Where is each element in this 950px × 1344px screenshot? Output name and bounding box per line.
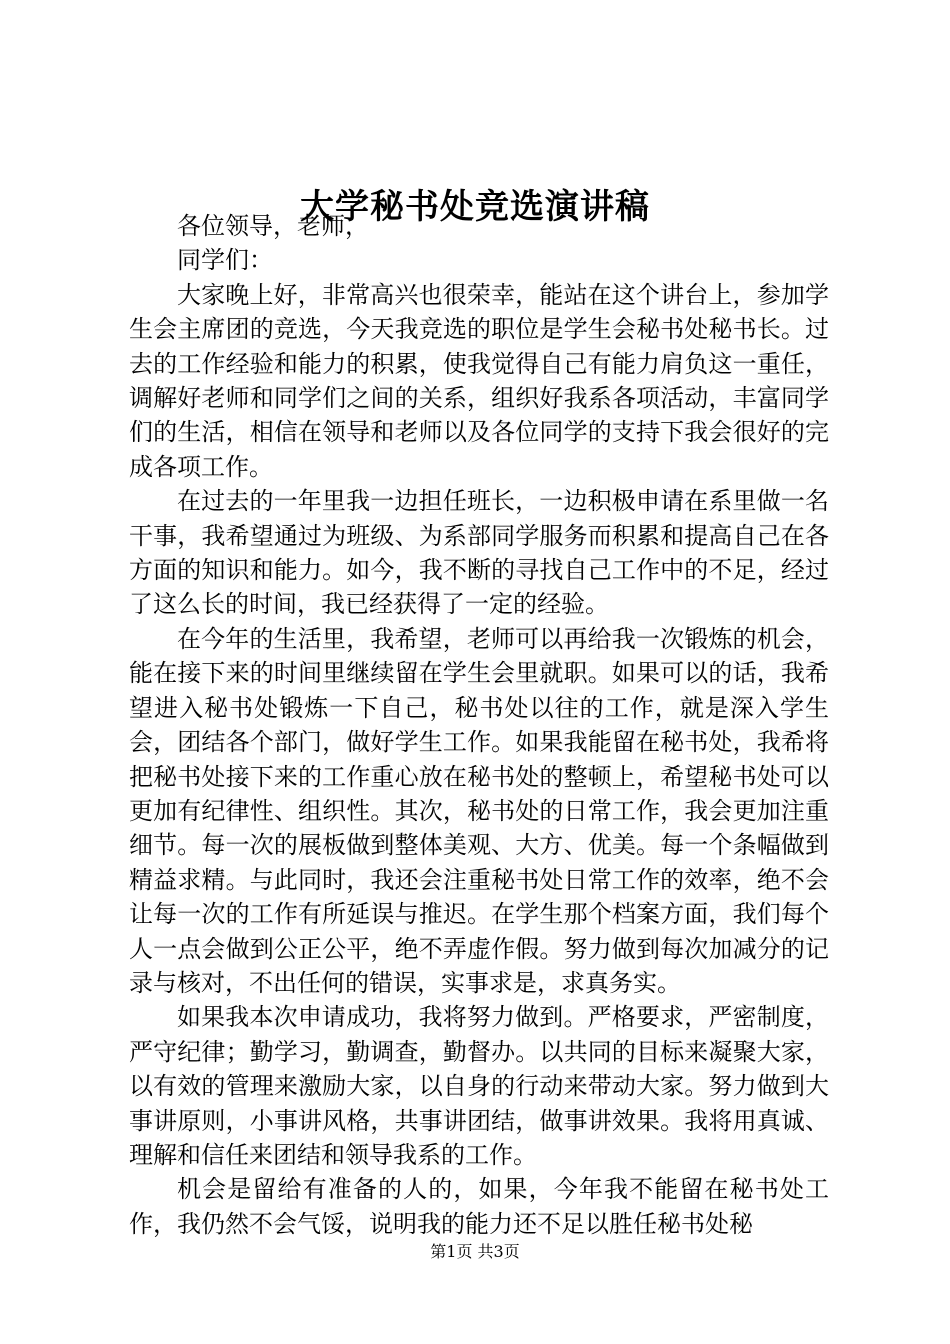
- page-number-footer: 第1页 共3页: [430, 1242, 520, 1261]
- paragraph: 机会是留给有准备的人的，如果，今年我不能留在秘书处工作，我仍然不会气馁，说明我的能力还不足以胜任秘书处秘: [129, 1175, 829, 1238]
- document-body: [129, 209, 829, 1241]
- paragraph: 在过去的一年里我一边担任班长，一边积极申请在系里做一名干事，我希望通过为班级、为系部同学服务而积累和提高自己在各方面的知识和能力。如今，我不断的寻找自己工作中的不足，经过了这么长的时间，我已经获得了一定的经验。: [129, 487, 829, 619]
- salutation-line-2: 同学们：: [177, 246, 273, 275]
- salutation-line-1: 各位领导，老师，: [177, 212, 369, 240]
- document-title: 大学秘书处竞选演讲稿: [300, 187, 650, 227]
- paragraph: 如果我本次申请成功，我将努力做到。严格要求，严密制度，严守纪律；勤学习，勤调查，勤督办。以共同的目标来凝聚大家，以有效的管理来激励大家，以自身的行动来带动大家。努力做到大事讲原则，小事讲风格，共事讲团结，做事讲效果。我将用真诚、理解和信任来团结和领导我系的工作。: [129, 1003, 829, 1169]
- paragraph: 大家晚上好，非常高兴也很荣幸，能站在这个讲台上，参加学生会主席团的竞选，今天我竞选的职位是学生会秘书处秘书长。过去的工作经验和能力的积累，使我觉得自己有能力肩负这一重任，调解好老师和同学们之间的关系，组织好我系各项活动，丰富同学们的生活，相信在领导和老师以及各位同学的支持下我会很好的完成各项工作。: [129, 280, 829, 481]
- paragraph: 在今年的生活里，我希望，老师可以再给我一次锻炼的机会，能在接下来的时间里继续留在学生会里就职。如果可以的话，我希望进入秘书处锻炼一下自己，秘书处以往的工作，就是深入学生会，团结各个部门，做好学生工作。如果我能留在秘书处，我希将把秘书处接下来的工作重心放在秘书处的整顿上，希望秘书处可以更加有纪律性、组织性。其次，秘书处的日常工作，我会更加注重细节。每一次的展板做到整体美观、大方、优美。每一个条幅做到精益求精。与此同时，我还会注重秘书处日常工作的效率，绝不会让每一次的工作有所延误与推迟。在学生那个档案方面，我们每个人一点会做到公正公平，绝不弄虚作假。努力做到每次加减分的记录与核对，不出任何的错误，实事求是，求真务实。: [129, 624, 829, 997]
